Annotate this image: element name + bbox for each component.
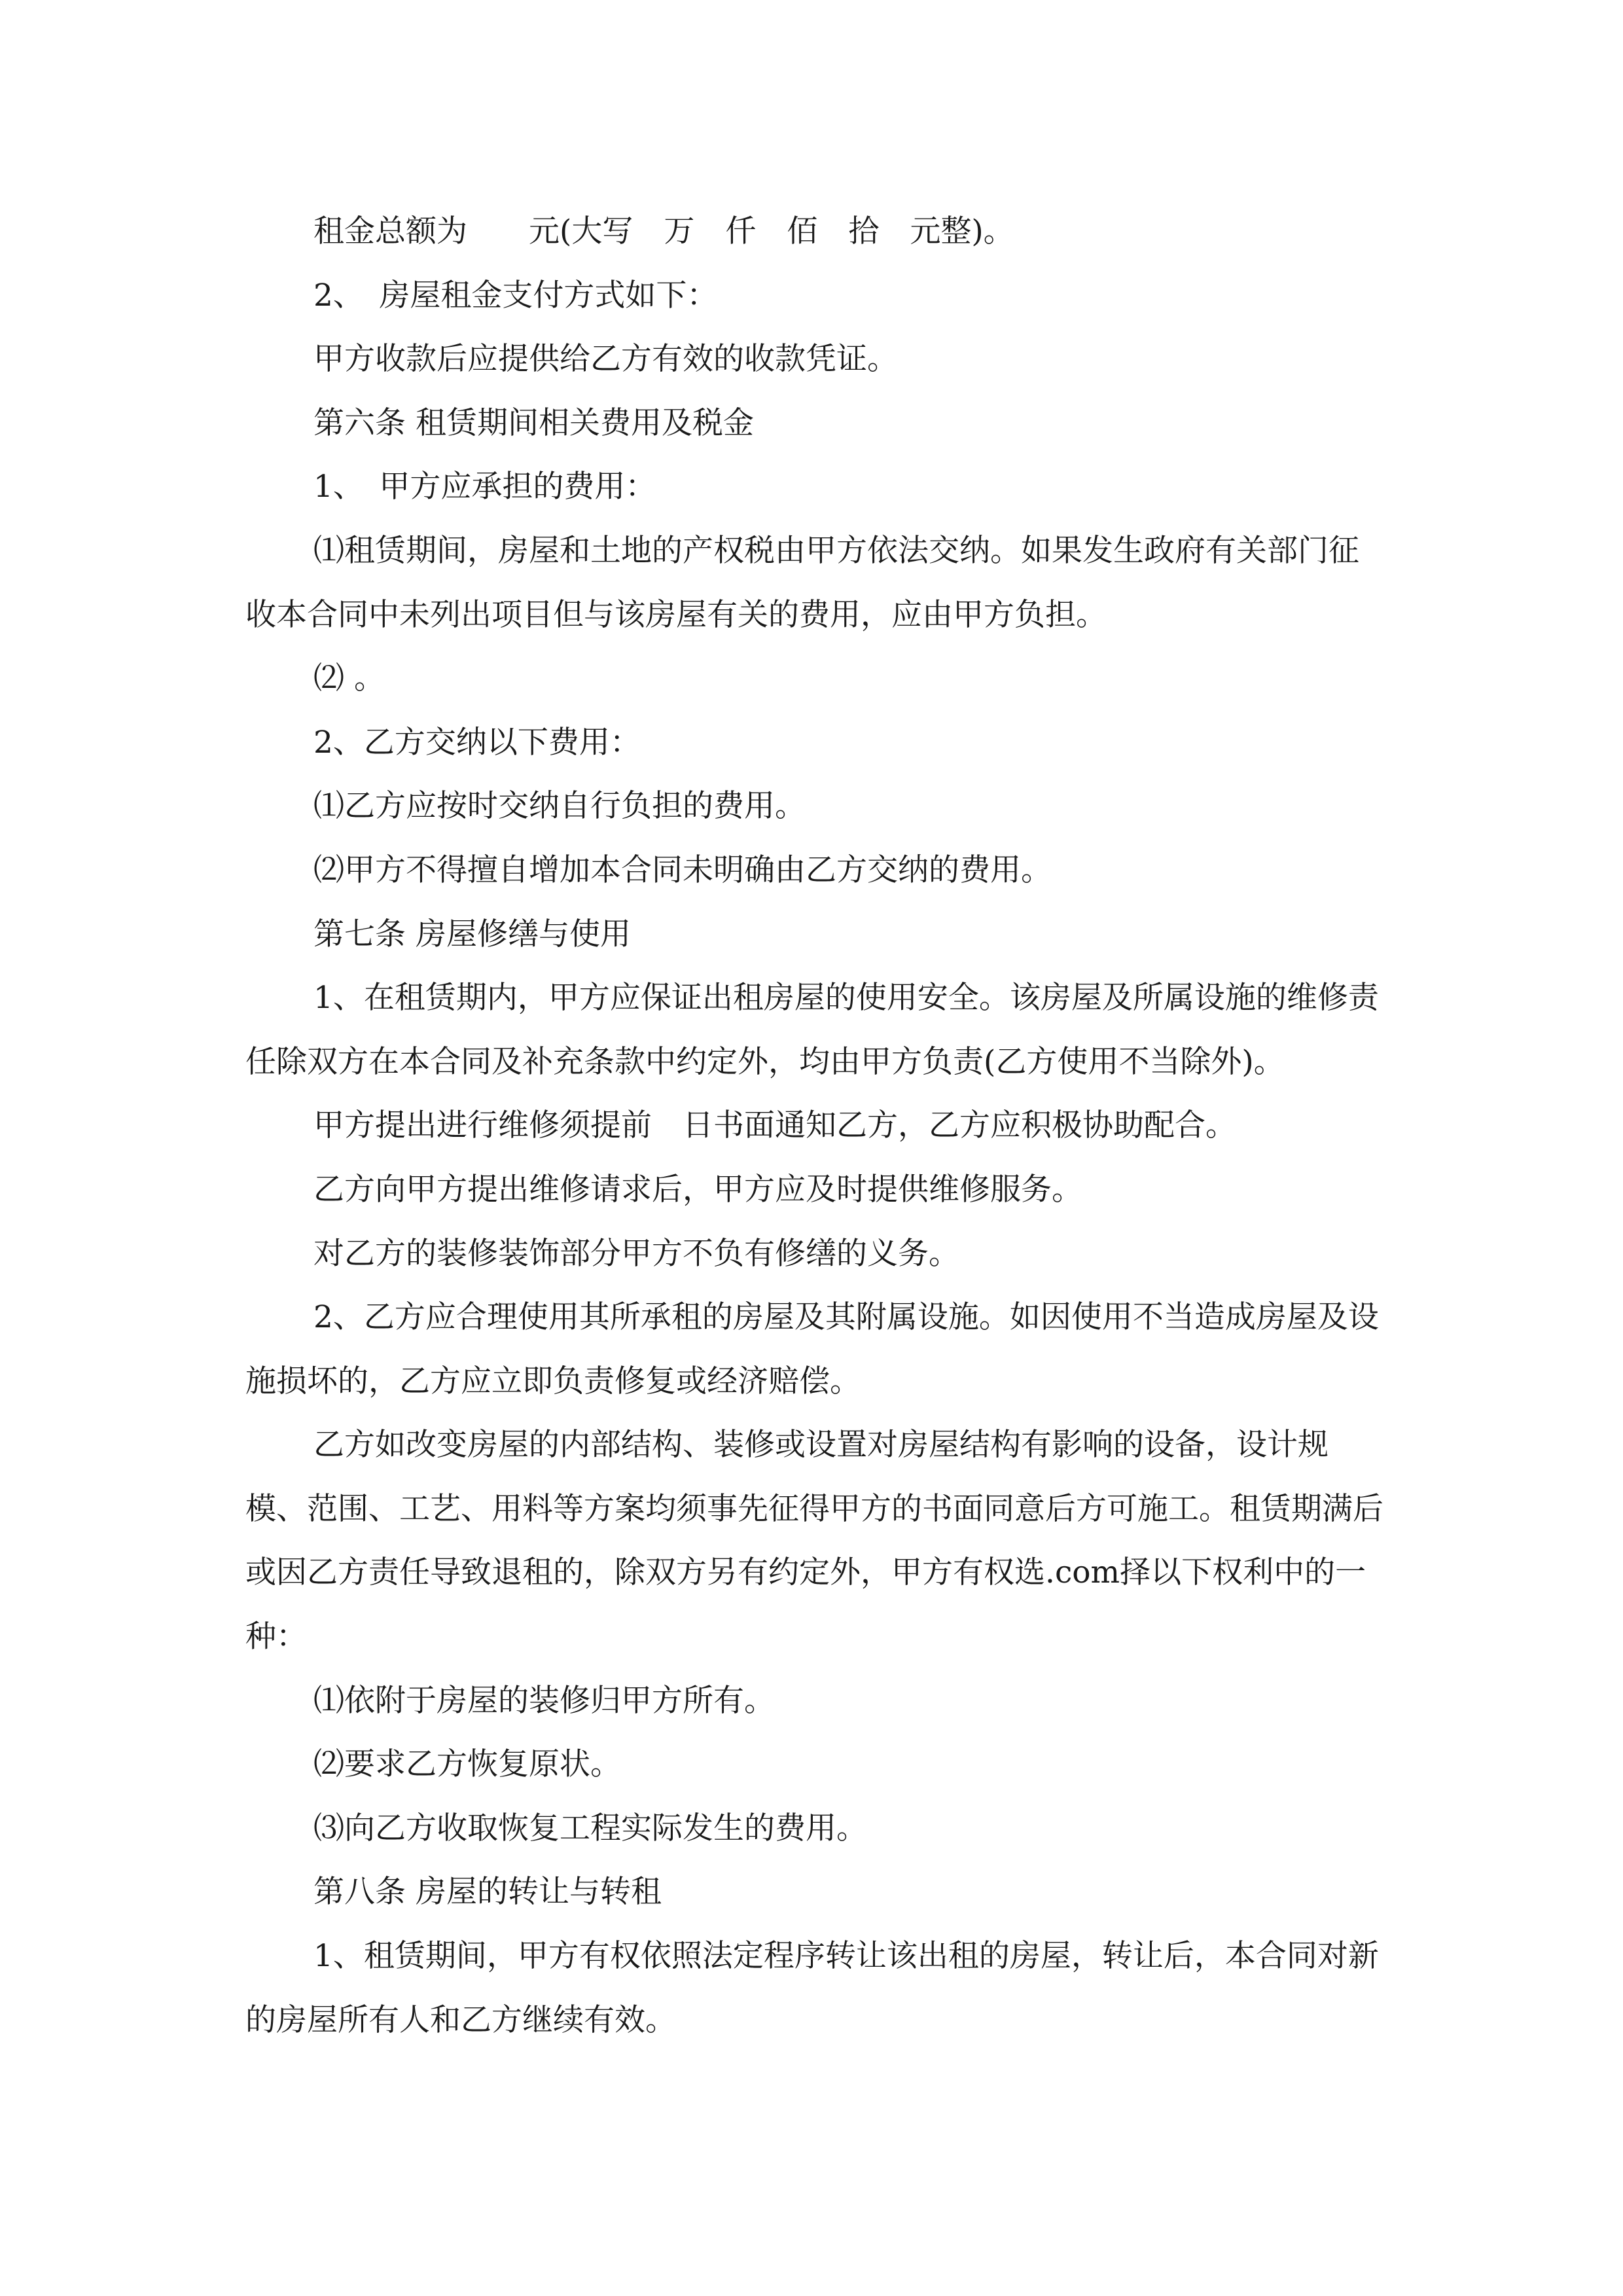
- paragraph: ⑴乙方应按时交纳自行负担的费用。: [313, 788, 806, 825]
- paragraph: ⑵ 。: [313, 660, 385, 697]
- document-body: [245, 200, 1387, 2052]
- paragraph: ⑴依附于房屋的装修归甲方所有。: [313, 1682, 775, 1719]
- paragraph: 2、乙方应合理使用其所承租的房屋及其附属设施。如因使用不当造成房屋及设施损坏的，乙方应立即负责修复或经济赔偿。: [245, 1299, 1379, 1399]
- section-heading: 第八条 房屋的转让与转租: [313, 1874, 662, 1910]
- paragraph: ⑵甲方不得擅自增加本合同未明确由乙方交纳的费用。: [313, 852, 1052, 888]
- paragraph: ⑶向乙方收取恢复工程实际发生的费用。: [313, 1810, 867, 1846]
- paragraph: 2、乙方交纳以下费用：: [313, 724, 641, 761]
- paragraph: ⑴租赁期间，房屋和土地的产权税由甲方依法交纳。如果发生政府有关部门征收本合同中未列出项目但与该房屋有关的费用，应由甲方负担。: [245, 532, 1359, 633]
- paragraph: 1、 甲方应承担的费用：: [313, 469, 656, 505]
- paragraph: 甲方提出进行维修须提前 日书面通知乙方，乙方应积极协助配合。: [313, 1107, 1236, 1144]
- paragraph: 乙方向甲方提出维修请求后，甲方应及时提供维修服务。: [313, 1171, 1082, 1208]
- paragraph: 租金总额为 元(大写 万 仟 佰 拾 元整)。: [313, 213, 1014, 249]
- paragraph: 1、租赁期间，甲方有权依照法定程序转让该出租的房屋，转让后，本合同对新的房屋所有人和乙方继续有效。: [245, 1938, 1379, 2038]
- paragraph: 1、在租赁期内，甲方应保证出租房屋的使用安全。该房屋及所属设施的维修责任除双方在本合同及补充条款中约定外，均由甲方负责(乙方使用不当除外)。: [245, 980, 1379, 1080]
- section-heading: 第六条 租赁期间相关费用及税金: [313, 404, 754, 441]
- section-heading: 第七条 房屋修缮与使用: [313, 916, 631, 952]
- paragraph: 2、 房屋租金支付方式如下：: [313, 277, 718, 314]
- paragraph: 乙方如改变房屋的内部结构、装修或设置对房屋结构有影响的设备，设计规模、范围、工艺、用料等方案均须事先征得甲方的书面同意后方可施工。租赁期满后或因乙方责任导致退租的，除双方另有约定外，甲方有权选.com择以下权利中的一种：: [245, 1427, 1383, 1655]
- paragraph: ⑵要求乙方恢复原状。: [313, 1746, 621, 1783]
- paragraph: 甲方收款后应提供给乙方有效的收款凭证。: [313, 341, 898, 378]
- paragraph: 对乙方的装修装饰部分甲方不负有修缮的义务。: [313, 1235, 959, 1272]
